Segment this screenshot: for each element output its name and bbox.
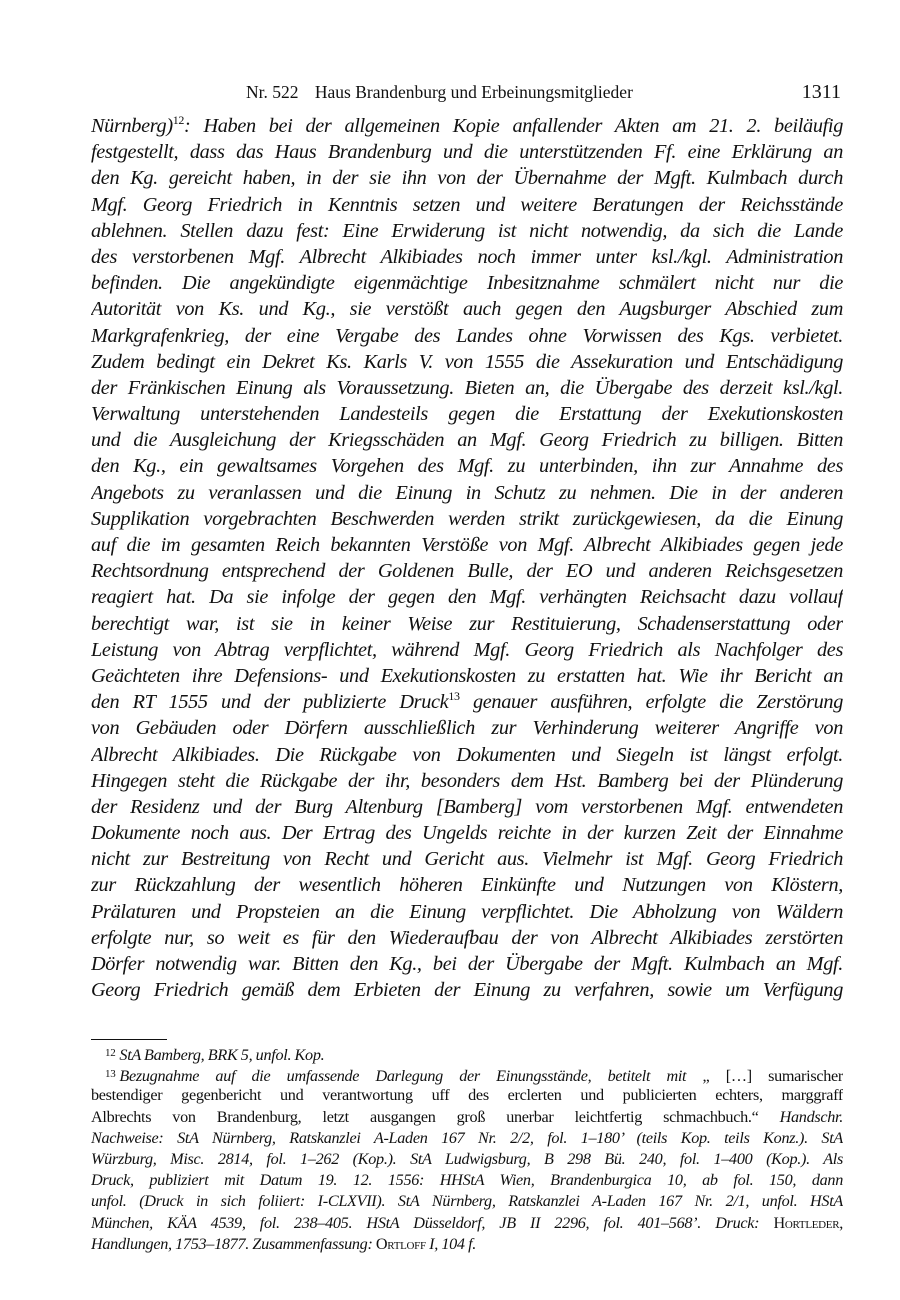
body-line: Albrecht Alkibiades. Die Rückgabe von Dokumenten und Siegeln ist längst erfolgt. (91, 743, 843, 766)
body-line: Dokumente noch aus. Der Ertrag des Ungelds reichte in der kurzen Zeit der Einnahme (91, 822, 843, 845)
body-line: den RT 1555 und der publizierte Druck$^{13}$ genauer ausführen, erfolgte die Zerstörung (91, 689, 843, 714)
body-line: Verwaltung unterstehenden Landesteils gegen die Erstattung der Exekutionskosten (91, 403, 843, 426)
body-line: nicht zur Bestreitung von Recht und Gericht aus. Vielmehr ist Mgf. Georg Friedrich (91, 848, 843, 871)
footnote-line: Druck, publiziert mit Datum 19. 12. 1556: HHStA Wien, Brandenburgica 10, ab fol. 150, dann (91, 1171, 843, 1190)
body-line: und die Ausgleichung der Kriegsschäden an Mgf. Georg Friedrich zu billigen. Bitten (91, 429, 843, 452)
footnote-number: 12 (105, 1047, 116, 1059)
footnote-line: bestendiger gegenbericht und verantwortung uff des erclerten und publicierten echters, marggraff (91, 1086, 843, 1105)
body-line: erfolgte nur, so weit es für den Wiederaufbau der von Albrecht Alkibiades zerstörten (91, 926, 843, 949)
footnote-line: Nachweise: StA Nürnberg, Ratskanzlei A-Laden 167 Nr. 2/2, fol. 1–180’ (teils Kop. teils Konz.). StA (91, 1128, 843, 1147)
page-number: 1311 (801, 81, 841, 103)
body-line: Hingegen steht die Rückgabe der ihr, besonders dem Hst. Bamberg bei der Plünderung (91, 769, 843, 792)
footnote-line: Albrechts von Brandenburg, letzt ausgangen groß unerbar leichtfertig schmachbuch.“ Handschr. (91, 1107, 843, 1126)
body-line: Supplikation vorgebrachten Beschwerden werden strikt zurückgewiesen, da die Einung (91, 507, 843, 530)
footnote-line: unfol. (Druck in sich foliiert: I-CLXVII). StA Nürnberg, Ratskanzlei A-Laden 167 Nr. 2/1, unfol. HStA (91, 1192, 843, 1211)
footnote-line: Würzburg, Misc. 2814, fol. 1–262 (Kop.). StA Ludwigsburg, B 298 Bü. 240, fol. 1–400 (Kop.). Als (91, 1149, 843, 1168)
footnote-12: $^{12}$ StA Bamberg, BRK 5, unfol. Kop. (105, 1046, 325, 1064)
body-line: des verstorbenen Mgf. Albrecht Alkibiades noch immer unter ksl./kgl. Administration (91, 245, 843, 268)
body-line: den Kg. gereicht haben, in der sie ihn von der Übernahme der Mgft. Kulmbach durch (91, 167, 843, 190)
body-line: auf die im gesamten Reich bekannten Verstöße von Mgf. Albrecht Alkibiades gegen jede (91, 534, 843, 556)
footnote-line: München, KÄA 4539, fol. 238–405. HStA Düsseldorf, JB II 2296, fol. 401–568’. Druck: Hortleder, (91, 1213, 843, 1232)
body-line: Autorität von Ks. und Kg., sie verstößt auch gegen den Augsburger Abschied zum (91, 298, 843, 321)
body-line: ablehnen. Stellen dazu fest: Eine Erwiderung ist nicht notwendig, da sich die Lande (91, 219, 843, 242)
body-line: Angebots zu veranlassen und die Einung in Schutz zu nehmen. Die in der anderen (91, 481, 843, 504)
footnote-separator (91, 1039, 167, 1040)
body-line: Geächteten ihre Defensions- und Exekutionskosten zu erstatten hat. Wie ihr Bericht an (91, 664, 843, 687)
footnote-number: 13 (105, 1068, 116, 1081)
body-line: den Kg., ein gewaltsames Vorgehen des Mgf. zu unterbinden, ihn zur Annahme des (91, 455, 843, 478)
body-line: der Residenz und der Burg Altenburg [Bamberg] vom verstorbenen Mgf. entwendeten (91, 795, 843, 818)
body-line: befinden. Die angekündigte eigenmächtige Inbesitznahme schmälert nicht nur die (91, 272, 843, 295)
body-line: Prälaturen und Propsteien an die Einung verpflichtet. Die Abholzung von Wäldern (91, 900, 843, 923)
body-line: Markgrafenkrieg, der eine Vergabe des Landes ohne Vorwissen des Kgs. verbietet. (91, 324, 843, 347)
body-line: Leistung von Abtrag verpflichtet, während Mgf. Georg Friedrich als Nachfolger des (91, 638, 843, 661)
body-line: Nürnberg)$^{12}$: Haben bei der allgemeinen Kopie anfallender Akten am 21. 2. beiläufig (91, 113, 843, 137)
body-line: Mgf. Georg Friedrich in Kenntnis setzen und weitere Beratungen der Reichsstände (91, 193, 843, 216)
running-head-title (246, 78, 633, 106)
footnote-13: $^{13}$ Bezugnahme auf die umfassende Darlegung der Einungsstände, betitelt mit „ […] sumarischer (105, 1067, 843, 1086)
document-number: Nr. 522 (246, 82, 299, 102)
body-line: berechtigt war, ist sie in keiner Weise zur Restituierung, Schadenserstattung oder (91, 612, 843, 635)
body-line: reagiert hat. Da sie infolge der gegen den Mgf. verhängten Reichsacht dazu vollauf (91, 586, 843, 609)
body-line: Zudem bedingt ein Dekret Ks. Karls V. von 1555 die Assekuration und Entschädigung (91, 350, 843, 373)
body-line: Dörfer notwendig war. Bitten den Kg., bei der Übergabe der Mgft. Kulmbach an Mgf. (91, 953, 843, 975)
footnotes (91, 1043, 843, 1255)
body-text (91, 113, 843, 1003)
footnote-ref-12[interactable]: 12 (172, 113, 185, 127)
body-line: von Gebäuden oder Dörfern ausschließlich zur Verhinderung weiterer Angriffe von (91, 717, 843, 740)
body-line: der Fränkischen Einung als Voraussetzung. Bieten an, die Übergabe des derzeit ksl./kgl. (91, 376, 843, 399)
section-title: Haus Brandenburg und Erbeinungsmitglieder (314, 82, 633, 102)
body-line: Rechtsordnung entsprechend der Goldenen Bulle, der EO und anderen Reichsgesetzen (91, 560, 843, 583)
body-line: festgestellt, dass das Haus Brandenburg und die unterstützenden Ff. eine Erklärung an (91, 141, 843, 164)
body-line: Georg Friedrich gemäß dem Erbieten der Einung zu verfahren, sowie um Verfügung (91, 979, 843, 1002)
body-line: zur Rückzahlung der wesentlich höheren Einkünfte und Nutzungen von Klöstern, (91, 874, 843, 897)
footnote-ref-13[interactable]: 13 (448, 689, 460, 704)
running-head (91, 78, 843, 106)
footnote-line: Handlungen, 1753–1877. Zusammenfassung: Ortloff I, 104 f. (91, 1234, 477, 1253)
